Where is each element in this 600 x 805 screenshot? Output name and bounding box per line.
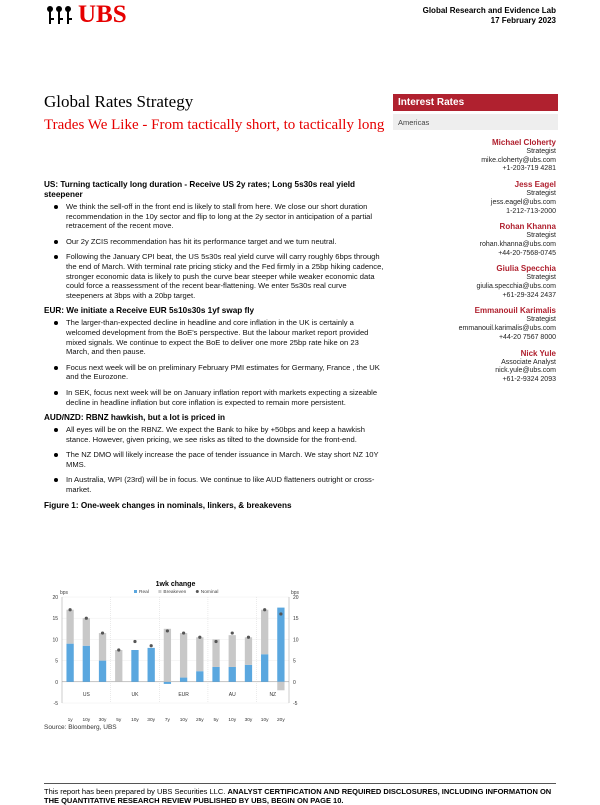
- author-name: Rohan Khanna: [499, 222, 556, 232]
- y-tick-label-right: 20: [293, 595, 299, 601]
- legend-swatch: [134, 590, 137, 593]
- nominal-point: [263, 608, 266, 611]
- bar-real: [83, 646, 90, 682]
- bar-breakeven: [229, 635, 236, 667]
- x-tick-label: 20y: [277, 718, 285, 723]
- bullet-item: We think the sell-off in the front end is likely to stall from here. We close our short duration recommendation in the 10y sector and flip to long at the 2y sector in anticipation of a partial retracement of the recent move.: [54, 202, 384, 231]
- bar-breakeven: [99, 633, 106, 661]
- report-date: 17 February 2023: [490, 16, 556, 25]
- ubs-wordmark: UBS: [78, 1, 127, 28]
- footer-disclosure-bold: ANALYST CERTIFICATION AND REQUIRED DISCLOSURES, INCLUDING INFORMATION ON THE QUANTITATIVE RESEARCH REVIEW PUBLISHED BY UBS, BEGIN ON PAGE 10.: [44, 787, 552, 805]
- x-tick-label: 10y: [228, 718, 237, 723]
- nominal-point: [182, 631, 185, 634]
- bar-real: [277, 608, 284, 682]
- y-tick-label-left: 5: [55, 658, 58, 665]
- bar-breakeven: [261, 610, 268, 655]
- nominal-point: [214, 640, 217, 643]
- x-tick-label: 1y: [67, 718, 73, 723]
- author-card: [386, 180, 556, 216]
- ubs-logo: [44, 1, 127, 28]
- y-tick-label-right: 5: [293, 658, 296, 665]
- bar-real: [212, 667, 219, 682]
- y-tick-label-left: 0: [55, 679, 58, 686]
- nominal-point: [279, 612, 282, 615]
- bar-real: [148, 648, 155, 682]
- group-label: UK: [131, 692, 139, 698]
- author-card: [386, 222, 556, 258]
- nominal-point: [69, 608, 72, 611]
- x-tick-label: 5y: [213, 718, 219, 723]
- bar-chart: [44, 577, 306, 722]
- nominal-point: [198, 636, 201, 639]
- nominal-point: [133, 640, 136, 643]
- page-subtitle: Trades We Like - From tactically short, to tactically long: [44, 117, 385, 133]
- author-phone: +1-203-719 4281: [502, 165, 556, 173]
- author-email[interactable]: rohan.khanna@ubs.com: [479, 240, 556, 248]
- section-heading: AUD/NZD: RBNZ hawkish, but a lot is priced in: [44, 413, 226, 423]
- bullet-item: Focus next week will be on preliminary February PMI estimates for Germany, France , the UK and the Eurozone.: [54, 363, 384, 382]
- legend-swatch: [196, 590, 199, 593]
- region-label: Americas: [393, 114, 558, 130]
- bar-breakeven: [245, 637, 252, 665]
- figure-title: Figure 1: One-week changes in nominals, linkers, & breakevens: [44, 500, 292, 510]
- author-card: [386, 264, 556, 300]
- x-tick-label: 30y: [147, 718, 156, 723]
- bullet-item: The larger-than-expected decline in headline and core inflation in the UK is certainly a welcomed development from the BoE's perspective. But the labour market report provided mixed signals. We continue to expect the BoE to deliver one more 25bp rate hike on 23 March, and then pause.: [54, 318, 384, 356]
- chart-container: [44, 577, 306, 722]
- author-email[interactable]: giulia.specchia@ubs.com: [476, 283, 556, 291]
- nominal-point: [231, 631, 234, 634]
- bar-breakeven: [277, 682, 284, 690]
- section-heading: US: Turning tactically long duration - Receive US 2y rates; Long 5s30s real yield steepener: [44, 180, 356, 199]
- author-name: Jess Eagel: [514, 180, 556, 190]
- section-us: [44, 180, 384, 300]
- bar-real: [66, 644, 73, 682]
- author-phone: +61-2-9324 2093: [502, 375, 556, 383]
- author-email[interactable]: emmanouil.karimalis@ubs.com: [458, 325, 556, 333]
- author-card: [386, 138, 556, 174]
- bar-real: [261, 654, 268, 682]
- author-role: Strategist: [526, 274, 556, 282]
- y-tick-label-left: 10: [52, 637, 58, 644]
- y-axis-label-left: bps: [60, 590, 69, 596]
- author-role: Strategist: [526, 316, 556, 324]
- section-eur: [44, 306, 384, 407]
- bar-real: [164, 682, 171, 684]
- group-label: AU: [228, 692, 236, 698]
- footer-text: This report has been prepared by UBS Securities LLC.: [44, 787, 226, 796]
- y-tick-label-right: -5: [293, 701, 298, 707]
- y-tick-label-right: 0: [293, 679, 296, 686]
- bullet-item: All eyes will be on the RBNZ. We expect the Bank to hike by +50bps and keep a hawkish stance. However, given pricing, we see risks as tilted to the downside for the front-end.: [54, 425, 384, 444]
- report-header: [423, 6, 556, 26]
- author-role: Strategist: [526, 190, 556, 198]
- x-tick-label: 30y: [98, 718, 107, 723]
- nominal-point: [117, 648, 120, 651]
- bar-real: [245, 665, 252, 682]
- y-tick-label-left: 20: [52, 595, 58, 601]
- legend-swatch: [158, 590, 161, 593]
- author-email[interactable]: mike.cloherty@ubs.com: [481, 156, 556, 164]
- bar-breakeven: [83, 618, 90, 646]
- ubs-keys-icon: [44, 4, 74, 26]
- author-phone: +61-29-324 2437: [502, 291, 556, 299]
- x-tick-label: 25y: [195, 718, 204, 723]
- y-tick-label-left: 15: [52, 616, 58, 623]
- group-label: EUR: [178, 692, 189, 698]
- author-role: Associate Analyst: [501, 358, 556, 366]
- author-name: Nick Yule: [520, 348, 556, 358]
- x-tick-label: 10y: [131, 718, 139, 723]
- bar-breakeven: [180, 633, 187, 678]
- legend-label: Breakeven: [163, 590, 187, 595]
- bullet-list: [44, 318, 384, 407]
- x-tick-label: 10y: [179, 718, 188, 723]
- x-tick-label: 10y: [82, 718, 91, 723]
- section-heading: EUR: We initiate a Receive EUR 5s10s30s 1yf swap fly: [44, 306, 255, 316]
- x-tick-label: 10y: [260, 718, 269, 723]
- group-label: NZ: [269, 692, 277, 698]
- author-phone: +44-20-7568-0745: [498, 249, 556, 257]
- author-phone: 1-212-713-2000: [506, 207, 556, 215]
- y-tick-label-left: -5: [53, 701, 58, 707]
- nominal-point: [85, 617, 88, 620]
- nominal-point: [101, 631, 104, 634]
- figure-source: Source: Bloomberg, UBS: [44, 724, 117, 731]
- bar-breakeven: [196, 637, 203, 671]
- bar-breakeven: [115, 650, 122, 682]
- bar-real: [196, 671, 203, 682]
- author-card: [386, 349, 556, 385]
- x-tick-label: 7y: [164, 718, 170, 723]
- bar-real: [99, 661, 106, 682]
- x-tick-label: 30y: [244, 718, 253, 723]
- bar-real: [180, 678, 187, 682]
- bar-breakeven: [164, 629, 171, 682]
- bar-real: [229, 667, 236, 682]
- main-content: [44, 180, 384, 510]
- nominal-point: [166, 629, 169, 632]
- bar-breakeven: [212, 639, 219, 667]
- author-name: Michael Cloherty: [491, 138, 556, 147]
- bar-real: [131, 650, 138, 682]
- nominal-point: [150, 644, 153, 647]
- author-role: Strategist: [526, 148, 556, 155]
- chart-title: 1wk change: [155, 581, 196, 588]
- author-email[interactable]: nick.yule@ubs.com: [495, 367, 556, 375]
- author-email[interactable]: jess.eagel@ubs.com: [490, 198, 556, 206]
- page-title: Global Rates Strategy: [44, 92, 194, 111]
- lab-name: Global Research and Evidence Lab: [422, 6, 556, 15]
- y-tick-label-right: 10: [293, 637, 299, 644]
- bullet-item: Our 2y ZCIS recommendation has hit its performance target and we turn neutral.: [54, 237, 384, 247]
- bullet-list: [44, 425, 384, 495]
- author-role: Strategist: [526, 232, 556, 240]
- bullet-item: In SEK, focus next week will be on January inflation report with markets expecting a sizeable decline in headline inflation but core inflation is expected to remain more persistent.: [54, 388, 384, 407]
- bullet-item: Following the January CPI beat, the US 5s30s real yield curve will carry roughly 6bps through the end of March. With terminal rate pricing sticky and the Fed firmly in a 25bp hiking cadence, stronger economic data is likely to push the curve bear steeper while weaker economic data could force a reassessment of the recent bear-flattening. We enter 5s30s real curve steepeners at 3bps with a 20bp target.: [54, 252, 384, 300]
- category-header: Interest Rates: [393, 94, 558, 111]
- footer-disclosure: [44, 783, 556, 805]
- section-aud-nzd: [44, 413, 384, 495]
- bullet-item: In Australia, WPI (23rd) will be in focus. We continue to like AUD flatteners outright or cross-market.: [54, 475, 384, 494]
- group-label: US: [82, 692, 90, 698]
- author-name: Giulia Specchia: [496, 264, 556, 274]
- bullet-list: [44, 202, 384, 300]
- bullet-item: The NZ DMO will likely increase the pace of tender issuance in March. We stay short NZ 10Y MMS.: [54, 450, 384, 469]
- y-tick-label-right: 15: [293, 616, 299, 623]
- author-phone: +44-20 7567 8000: [498, 333, 556, 341]
- y-axis-label-right: bps: [291, 590, 300, 596]
- nominal-point: [247, 636, 250, 639]
- legend-label: Nominal: [200, 590, 219, 595]
- legend-label: Real: [139, 590, 149, 595]
- author-list: [386, 138, 556, 391]
- author-name: Emmanouil Karimalis: [474, 306, 556, 316]
- bar-breakeven: [66, 610, 73, 644]
- author-card: [386, 306, 556, 342]
- x-tick-label: 5y: [116, 718, 122, 723]
